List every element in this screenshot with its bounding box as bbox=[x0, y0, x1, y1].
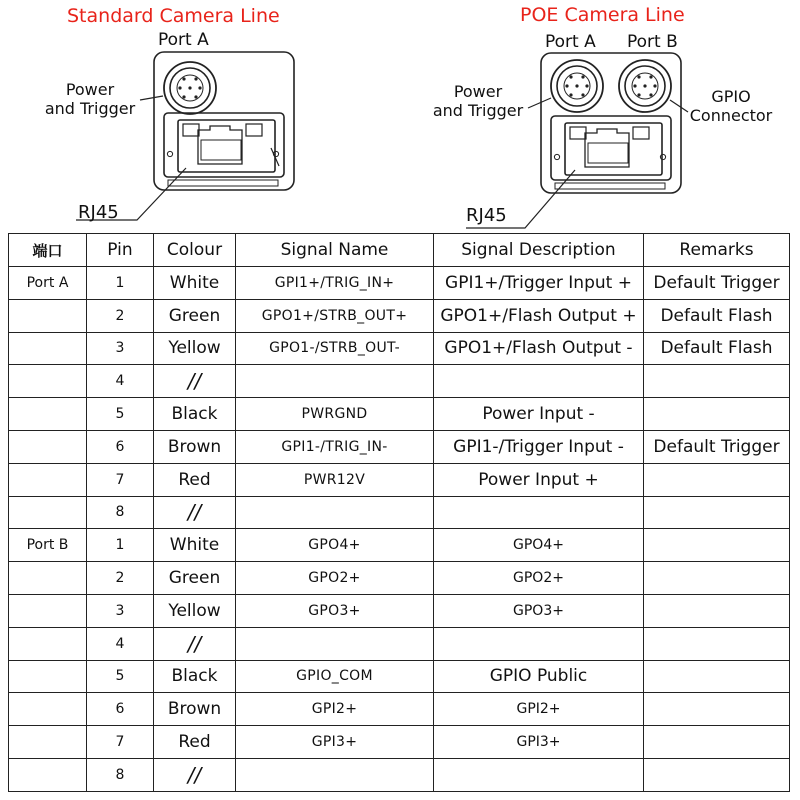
signal-description-cell: Power Input + bbox=[434, 463, 644, 496]
table-row bbox=[9, 496, 790, 529]
signal-name-cell: GPO1-/STRB_OUT- bbox=[236, 332, 434, 365]
port-cell bbox=[9, 758, 87, 791]
signal-name-cell bbox=[236, 627, 434, 660]
signal-name-cell bbox=[236, 758, 434, 791]
standard-camera-body bbox=[76, 52, 294, 223]
signal-name-cell: GPO1+/STRB_OUT+ bbox=[236, 299, 434, 332]
poe-power-trigger-label bbox=[428, 82, 528, 120]
port-cell: Port B bbox=[9, 529, 87, 562]
signal-name-cell: GPO3+ bbox=[236, 594, 434, 627]
port-cell: Port A bbox=[9, 267, 87, 300]
signal-description-cell: GPO3+ bbox=[434, 594, 644, 627]
remarks-cell bbox=[644, 562, 790, 595]
table-row bbox=[9, 562, 790, 595]
table-row bbox=[9, 398, 790, 431]
remarks-cell: Default Flash bbox=[644, 299, 790, 332]
poe-power-line: Power bbox=[453, 82, 503, 101]
port-cell bbox=[9, 365, 87, 398]
colour-cell: Yellow bbox=[154, 332, 236, 365]
colour-cell: Brown bbox=[154, 693, 236, 726]
poe-connector-line: Connector bbox=[689, 106, 773, 125]
pin-cell: 2 bbox=[87, 299, 154, 332]
remarks-cell bbox=[644, 365, 790, 398]
table-row bbox=[9, 594, 790, 627]
poe-trigger-line: and Trigger bbox=[432, 101, 524, 120]
standard-power-trigger-label bbox=[40, 80, 140, 118]
colour-cell: Brown bbox=[154, 430, 236, 463]
signal-name-cell: PWR12V bbox=[236, 463, 434, 496]
pin-cell: 7 bbox=[87, 463, 154, 496]
signal-description-cell: Power Input - bbox=[434, 398, 644, 431]
standard-trigger-line: and Trigger bbox=[44, 99, 136, 118]
signal-description-cell: GPO1+/Flash Output + bbox=[434, 299, 644, 332]
table-row bbox=[9, 430, 790, 463]
signal-description-cell: GPI1+/Trigger Input + bbox=[434, 267, 644, 300]
table-row bbox=[9, 627, 790, 660]
signal-name-cell: GPO4+ bbox=[236, 529, 434, 562]
pin-cell: 4 bbox=[87, 627, 154, 660]
table-row bbox=[9, 463, 790, 496]
poe-gpio-line: GPIO bbox=[711, 87, 751, 106]
signal-description-cell bbox=[434, 758, 644, 791]
signal-name-cell: GPI1+/TRIG_IN+ bbox=[236, 267, 434, 300]
pin-cell: 6 bbox=[87, 430, 154, 463]
poe-camera-body bbox=[466, 53, 688, 228]
signal-name-cell: GPI1-/TRIG_IN- bbox=[236, 430, 434, 463]
colour-cell: // bbox=[154, 758, 236, 791]
port-cell bbox=[9, 660, 87, 693]
header-port: 端口 bbox=[9, 234, 87, 267]
colour-cell: // bbox=[154, 496, 236, 529]
port-cell bbox=[9, 594, 87, 627]
pin-cell: 8 bbox=[87, 496, 154, 529]
remarks-cell bbox=[644, 496, 790, 529]
header-pin: Pin bbox=[87, 234, 154, 267]
remarks-cell bbox=[644, 529, 790, 562]
pin-cell: 1 bbox=[87, 267, 154, 300]
header-remarks: Remarks bbox=[644, 234, 790, 267]
colour-cell: Yellow bbox=[154, 594, 236, 627]
pin-cell: 7 bbox=[87, 726, 154, 759]
signal-description-cell bbox=[434, 365, 644, 398]
remarks-cell: Default Trigger bbox=[644, 430, 790, 463]
colour-cell: Green bbox=[154, 299, 236, 332]
colour-cell: Black bbox=[154, 660, 236, 693]
port-cell bbox=[9, 430, 87, 463]
standard-port-a-label: Port A bbox=[158, 30, 209, 50]
remarks-cell bbox=[644, 463, 790, 496]
port-cell bbox=[9, 299, 87, 332]
signal-name-cell: GPIO_COM bbox=[236, 660, 434, 693]
header-colour: Colour bbox=[154, 234, 236, 267]
table-row bbox=[9, 758, 790, 791]
header-signal-name: Signal Name bbox=[236, 234, 434, 267]
remarks-cell bbox=[644, 594, 790, 627]
colour-cell: Red bbox=[154, 463, 236, 496]
colour-cell: White bbox=[154, 267, 236, 300]
port-cell bbox=[9, 627, 87, 660]
signal-name-cell: PWRGND bbox=[236, 398, 434, 431]
table-row bbox=[9, 267, 790, 300]
remarks-cell bbox=[644, 726, 790, 759]
remarks-cell bbox=[644, 398, 790, 431]
remarks-cell: Default Trigger bbox=[644, 267, 790, 300]
signal-description-cell: GPO1+/Flash Output - bbox=[434, 332, 644, 365]
signal-description-cell: GPIO Public bbox=[434, 660, 644, 693]
table-row bbox=[9, 726, 790, 759]
table-row bbox=[9, 660, 790, 693]
port-cell bbox=[9, 496, 87, 529]
signal-name-cell: GPI2+ bbox=[236, 693, 434, 726]
remarks-cell: Default Flash bbox=[644, 332, 790, 365]
poe-port-a-label: Port A bbox=[545, 32, 596, 52]
port-cell bbox=[9, 463, 87, 496]
table-row bbox=[9, 299, 790, 332]
pin-cell: 8 bbox=[87, 758, 154, 791]
colour-cell: // bbox=[154, 627, 236, 660]
colour-cell: Red bbox=[154, 726, 236, 759]
remarks-cell bbox=[644, 627, 790, 660]
remarks-cell bbox=[644, 693, 790, 726]
signal-name-cell: GPI3+ bbox=[236, 726, 434, 759]
signal-name-cell: GPO2+ bbox=[236, 562, 434, 595]
signal-description-cell: GPI3+ bbox=[434, 726, 644, 759]
remarks-cell bbox=[644, 660, 790, 693]
port-cell bbox=[9, 726, 87, 759]
colour-cell: // bbox=[154, 365, 236, 398]
pin-cell: 1 bbox=[87, 529, 154, 562]
poe-camera-title: POE Camera Line bbox=[520, 4, 685, 26]
signal-description-cell: GPI1-/Trigger Input - bbox=[434, 430, 644, 463]
signal-description-cell: GPI2+ bbox=[434, 693, 644, 726]
port-cell bbox=[9, 398, 87, 431]
table-row bbox=[9, 365, 790, 398]
port-cell bbox=[9, 332, 87, 365]
table-header-row bbox=[9, 234, 790, 267]
pin-cell: 5 bbox=[87, 660, 154, 693]
header-signal-description: Signal Description bbox=[434, 234, 644, 267]
table-row bbox=[9, 693, 790, 726]
signal-description-cell bbox=[434, 627, 644, 660]
port-cell bbox=[9, 693, 87, 726]
signal-description-cell: GPO2+ bbox=[434, 562, 644, 595]
table-row bbox=[9, 332, 790, 365]
pin-cell: 4 bbox=[87, 365, 154, 398]
standard-camera-title: Standard Camera Line bbox=[67, 5, 280, 27]
pin-cell: 5 bbox=[87, 398, 154, 431]
port-cell bbox=[9, 562, 87, 595]
remarks-cell bbox=[644, 758, 790, 791]
table-row bbox=[9, 529, 790, 562]
poe-rj45-label: RJ45 bbox=[466, 205, 507, 226]
poe-port-b-label: Port B bbox=[627, 32, 678, 52]
signal-description-cell: GPO4+ bbox=[434, 529, 644, 562]
colour-cell: White bbox=[154, 529, 236, 562]
pin-cell: 3 bbox=[87, 594, 154, 627]
standard-power-line: Power bbox=[65, 80, 115, 99]
poe-gpio-label bbox=[685, 87, 777, 125]
signal-description-cell bbox=[434, 496, 644, 529]
pin-cell: 6 bbox=[87, 693, 154, 726]
pin-cell: 3 bbox=[87, 332, 154, 365]
colour-cell: Green bbox=[154, 562, 236, 595]
pin-table bbox=[8, 233, 790, 792]
colour-cell: Black bbox=[154, 398, 236, 431]
signal-name-cell bbox=[236, 496, 434, 529]
standard-rj45-label: RJ45 bbox=[78, 202, 119, 223]
signal-name-cell bbox=[236, 365, 434, 398]
pin-cell: 2 bbox=[87, 562, 154, 595]
